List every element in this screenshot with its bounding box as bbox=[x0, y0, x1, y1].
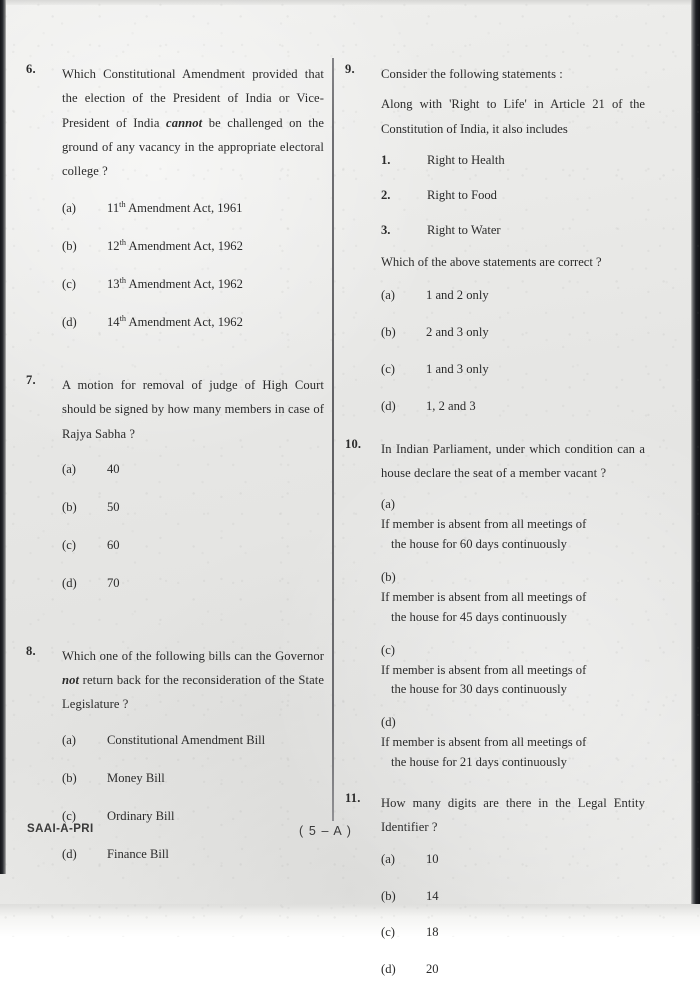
option-key: (a) bbox=[62, 201, 76, 216]
paper-code: SAAI-A-PRI bbox=[27, 823, 94, 835]
option-row[interactable] bbox=[62, 313, 324, 333]
option-text: Finance Bill bbox=[107, 847, 169, 862]
option-row[interactable] bbox=[62, 275, 324, 295]
question-11-number: 11. bbox=[345, 791, 361, 806]
question-6-text-part1: Which Constitutional Amendment provided that the election of the President of India or Vice-President of India bbox=[62, 67, 324, 130]
option-key: (d) bbox=[381, 715, 396, 730]
question-8-text bbox=[62, 644, 324, 717]
option-row[interactable] bbox=[381, 713, 645, 773]
question-11-options bbox=[381, 850, 645, 981]
option-key: (b) bbox=[381, 570, 396, 585]
question-8-emphasis: not bbox=[62, 672, 80, 687]
statement-text: Right to Health bbox=[427, 152, 505, 167]
option-row[interactable] bbox=[62, 536, 324, 556]
option-text-line-2: the house for 30 days continuously bbox=[391, 682, 567, 697]
statement-text: Right to Food bbox=[427, 187, 497, 202]
option-row[interactable] bbox=[381, 323, 645, 343]
question-9 bbox=[345, 62, 645, 417]
option-key: (a) bbox=[381, 497, 395, 512]
statement-row bbox=[381, 151, 645, 170]
question-6 bbox=[26, 62, 324, 333]
option-text bbox=[381, 588, 645, 628]
option-row[interactable] bbox=[62, 807, 324, 827]
option-text: Money Bill bbox=[107, 771, 165, 786]
statement-number: 1. bbox=[381, 152, 391, 167]
question-6-text bbox=[62, 62, 324, 183]
option-key: (a) bbox=[62, 733, 76, 748]
option-row[interactable] bbox=[381, 887, 645, 907]
option-text-line-1: If member is absent from all meetings of bbox=[381, 735, 587, 750]
option-row[interactable] bbox=[62, 845, 324, 865]
question-10 bbox=[345, 437, 645, 773]
option-rest: Amendment Act, 1962 bbox=[126, 239, 243, 254]
option-text-line-1: If member is absent from all meetings of bbox=[381, 662, 587, 677]
option-text-line-2: the house for 21 days continuously bbox=[391, 755, 567, 770]
option-text: 50 bbox=[107, 499, 120, 514]
statement-number: 2. bbox=[381, 187, 391, 202]
option-key: (d) bbox=[381, 962, 396, 977]
option-key: (d) bbox=[62, 575, 77, 590]
question-6-emphasis: cannot bbox=[166, 115, 203, 130]
question-9-subtext: Along with 'Right to Life' in Article 21 of the Constitution of India, it also includes bbox=[381, 97, 645, 136]
option-row[interactable] bbox=[381, 397, 645, 417]
option-text bbox=[107, 239, 243, 253]
option-number: 14 bbox=[107, 315, 120, 330]
option-rest: Amendment Act, 1961 bbox=[125, 201, 243, 216]
option-key: (c) bbox=[62, 537, 76, 552]
option-ordinal-suffix: th bbox=[119, 200, 126, 210]
option-row[interactable] bbox=[62, 199, 324, 219]
option-row[interactable] bbox=[62, 498, 324, 518]
option-text: Constitutional Amendment Bill bbox=[107, 733, 266, 748]
option-text-line-2: the house for 45 days continuously bbox=[391, 609, 567, 624]
option-text: 40 bbox=[107, 461, 120, 476]
option-row[interactable] bbox=[381, 850, 645, 870]
option-key: (c) bbox=[381, 925, 395, 940]
option-text: 70 bbox=[107, 575, 120, 590]
question-10-options bbox=[381, 495, 645, 773]
option-key: (c) bbox=[62, 809, 76, 824]
option-row[interactable] bbox=[381, 286, 645, 306]
option-key: (b) bbox=[62, 499, 77, 514]
question-10-text: In Indian Parliament, under which condition can a house declare the seat of a member vacant ? bbox=[381, 441, 645, 481]
option-key: (d) bbox=[62, 315, 77, 330]
option-key: (c) bbox=[381, 642, 395, 657]
question-11-text: How many digits are there in the Legal Entity Identifier ? bbox=[381, 796, 645, 835]
option-ordinal-suffix: th bbox=[119, 276, 127, 286]
option-row[interactable] bbox=[62, 731, 324, 751]
option-row[interactable] bbox=[62, 237, 324, 257]
option-text: Ordinary Bill bbox=[107, 809, 175, 824]
option-rest: Amendment Act, 1962 bbox=[126, 277, 243, 292]
option-text: 20 bbox=[426, 962, 439, 977]
option-number: 11 bbox=[107, 201, 120, 216]
option-key: (a) bbox=[62, 461, 76, 476]
option-number: 13 bbox=[107, 277, 120, 292]
question-8-text-part2: return back for the reconsideration of the State Legislature ? bbox=[62, 672, 324, 712]
question-7-text: A motion for removal of judge of High Court should be signed by how many members in case of Rajya Sabha ? bbox=[62, 378, 324, 441]
question-9-text: Consider the following statements : bbox=[381, 67, 563, 81]
option-row[interactable] bbox=[381, 495, 645, 555]
question-9-statements bbox=[381, 151, 645, 240]
option-key: (c) bbox=[62, 277, 76, 292]
question-8-number: 8. bbox=[26, 643, 36, 658]
option-text: 60 bbox=[107, 537, 120, 552]
option-row[interactable] bbox=[381, 641, 645, 701]
option-number: 12 bbox=[107, 239, 120, 254]
page-number: ( 5 – A ) bbox=[299, 824, 352, 838]
option-text bbox=[381, 661, 645, 701]
option-text: 14 bbox=[426, 888, 439, 903]
statement-number: 3. bbox=[381, 222, 391, 237]
question-6-number: 6. bbox=[26, 62, 36, 76]
right-question-column bbox=[345, 62, 645, 996]
option-row[interactable] bbox=[62, 574, 324, 594]
option-text bbox=[107, 201, 242, 215]
question-7-options bbox=[62, 460, 324, 594]
question-7 bbox=[26, 373, 324, 593]
left-question-column bbox=[26, 62, 324, 881]
option-key: (a) bbox=[381, 288, 395, 303]
option-text bbox=[381, 733, 645, 773]
question-10-number: 10. bbox=[345, 436, 362, 451]
question-6-text-part2: be challenged on the ground of any vacancy in the appropriate electoral college ? bbox=[62, 115, 325, 179]
question-6-options bbox=[62, 199, 324, 333]
option-key: (d) bbox=[62, 847, 77, 862]
option-row[interactable] bbox=[62, 460, 324, 480]
option-text: 10 bbox=[426, 851, 439, 866]
statement-row bbox=[381, 186, 645, 205]
option-key: (b) bbox=[62, 771, 77, 786]
option-text-line-1: If member is absent from all meetings of bbox=[381, 589, 587, 604]
option-key: (b) bbox=[381, 325, 396, 340]
option-ordinal-suffix: th bbox=[119, 313, 127, 323]
option-row[interactable] bbox=[381, 360, 645, 380]
option-text-line-1: If member is absent from all meetings of bbox=[381, 517, 587, 532]
statement-row bbox=[381, 221, 645, 240]
option-text: 1 and 3 only bbox=[426, 361, 489, 376]
question-9-number: 9. bbox=[345, 62, 355, 76]
question-9-options bbox=[381, 286, 645, 417]
option-text: 18 bbox=[426, 925, 439, 940]
question-11 bbox=[345, 791, 645, 980]
statement-text: Right to Water bbox=[427, 222, 501, 237]
option-key: (a) bbox=[381, 851, 395, 866]
option-text: 1, 2 and 3 bbox=[426, 398, 476, 413]
option-ordinal-suffix: th bbox=[119, 238, 127, 248]
option-key: (d) bbox=[381, 398, 396, 413]
option-row[interactable] bbox=[381, 568, 645, 628]
question-8-text-part1: Which one of the following bills can the Governor bbox=[62, 648, 324, 663]
question-9-prompt: Which of the above statements are correct ? bbox=[381, 254, 602, 269]
option-key: (c) bbox=[381, 361, 395, 376]
option-text bbox=[107, 315, 243, 329]
option-rest: Amendment Act, 1962 bbox=[126, 315, 243, 330]
option-text: 1 and 2 only bbox=[426, 288, 489, 303]
question-8-options bbox=[62, 731, 324, 865]
option-row[interactable] bbox=[62, 769, 324, 789]
option-text-line-2: the house for 60 days continuously bbox=[391, 537, 567, 552]
option-text bbox=[381, 515, 645, 555]
option-row[interactable] bbox=[381, 960, 645, 980]
option-key: (b) bbox=[381, 888, 396, 903]
question-7-number: 7. bbox=[26, 373, 36, 388]
option-text: 2 and 3 only bbox=[426, 325, 489, 340]
option-text bbox=[107, 277, 243, 291]
option-key: (b) bbox=[62, 239, 77, 254]
option-row[interactable] bbox=[381, 923, 645, 943]
